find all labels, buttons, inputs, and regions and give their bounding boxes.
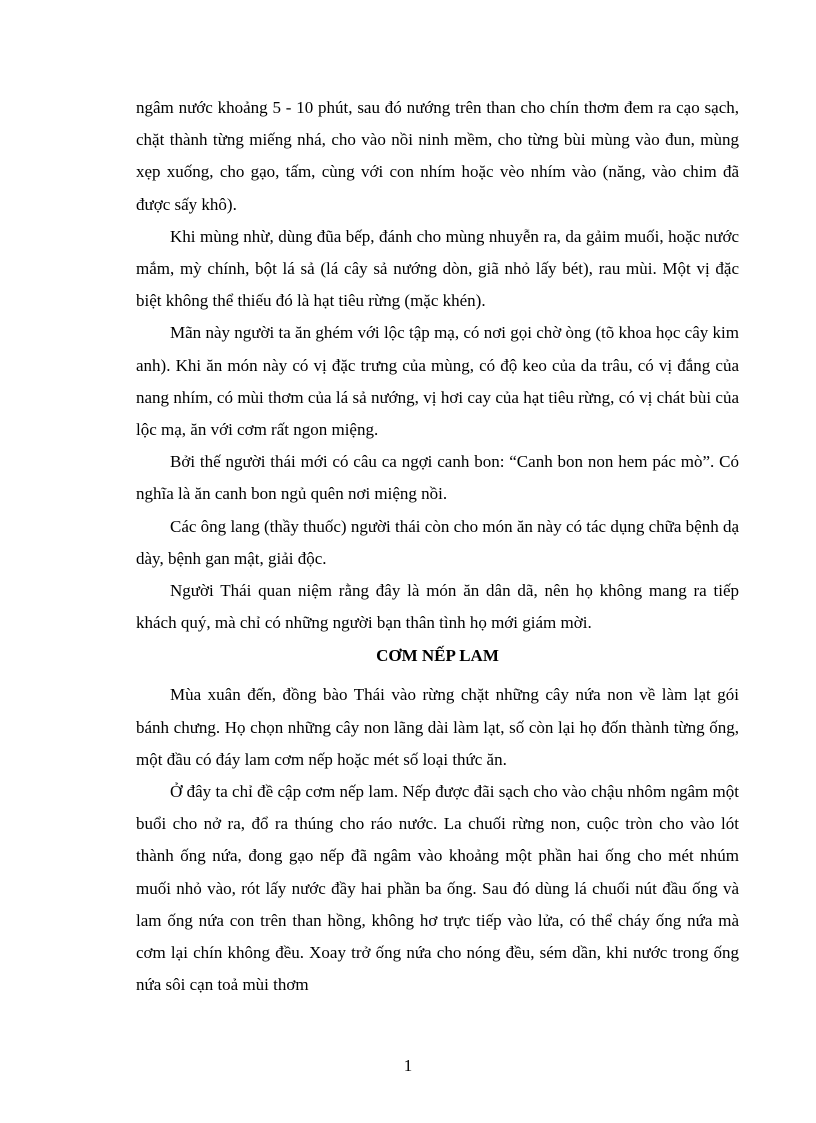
page-number: 1 — [403, 1056, 413, 1075]
paragraph-8: Ở đây ta chỉ đề cập cơm nếp lam. Nếp được đãi sạch cho vào chậu nhôm ngâm một buổi cho nở ra, đổ ra thúng cho ráo nước. La chuối rừng non, cuộc tròn cho vào lót thành ống nứa, đong gạo nếp đã ngâm vào khoảng một phần hai ống cho mét nhúm muối nhỏ vào, rót lấy nước đầy hai phần ba ống. Sau đó dùng lá chuối nút đầu ống và lam ống nứa con trên than hồng, không hơ trực tiếp vào lửa, có thể cháy ống nứa mà cơm lại chín không đều. Xoay trở ống nứa cho nóng đều, sém dần, khi nước trong ống nứa sôi cạn toả mùi thơm — [136, 782, 739, 995]
paragraph-5: Các ông lang (thầy thuốc) người thái còn cho món ăn này có tác dụng chữa bệnh dạ dày, bệnh gan mật, giải độc. — [136, 516, 739, 568]
paragraph-6: Người Thái quan niệm rằng đây là món ăn dân dã, nên họ không mang ra tiếp khách quý, mà chỉ có những người bạn thân tình họ mới giám mời. — [136, 581, 739, 633]
paragraph-7: Mùa xuân đến, đồng bào Thái vào rừng chặt những cây nứa non về làm lạt gói bánh chưng. Họ chọn những cây non lãng dài làm lạt, số còn lại họ đốn thành từng ống, một đầu có đáy lam cơm nếp hoặc mét số loại thức ăn. — [136, 685, 739, 769]
paragraph-1: ngâm nước khoảng 5 - 10 phút, sau đó nướng trên than cho chín thơm đem ra cạo sạch, chặt thành từng miếng nhá, cho vào nồi ninh mềm, cho từng bùi mùng vào đun, mùng xẹp xuống, cho gạo, tấm, cùng với con nhím hoặc vèo nhím vào (năng, vào chim đã được sấy khô). — [136, 98, 739, 214]
paragraph-4: Bởi thế người thái mới có câu ca ngợi canh bon: “Canh bon non hem pác mò”. Có nghĩa là ăn canh bon ngủ quên nơi miệng nồi. — [136, 452, 739, 504]
body-text — [136, 92, 739, 1001]
paragraph-2: Khi mùng nhừ, dùng đũa bếp, đánh cho mùng nhuyễn ra, da gảim muối, hoặc nước mắm, mỳ chính, bột lá sả (lá cây sả nướng dòn, giã nhỏ lấy bét), rau mùi. Một vị đặc biệt không thể thiếu đó là hạt tiêu rừng (mặc khén). — [136, 226, 739, 311]
paragraph-3: Mãn này người ta ăn ghém với lộc tập mạ, có nơi gọi chờ òng (tõ khoa học cây kim anh). Khi ăn món này có vị đặc trưng của mùng, có độ keo của da trâu, có vị đắng của nang nhím, có mùi thơm của lá sả nướng, vị hơi cay của hạt tiêu rừng, có vị chát bùi của lộc mạ, ăn với cơm rất ngon miệng. — [136, 323, 739, 440]
section-heading: CƠM NẾP LAM — [376, 646, 499, 666]
